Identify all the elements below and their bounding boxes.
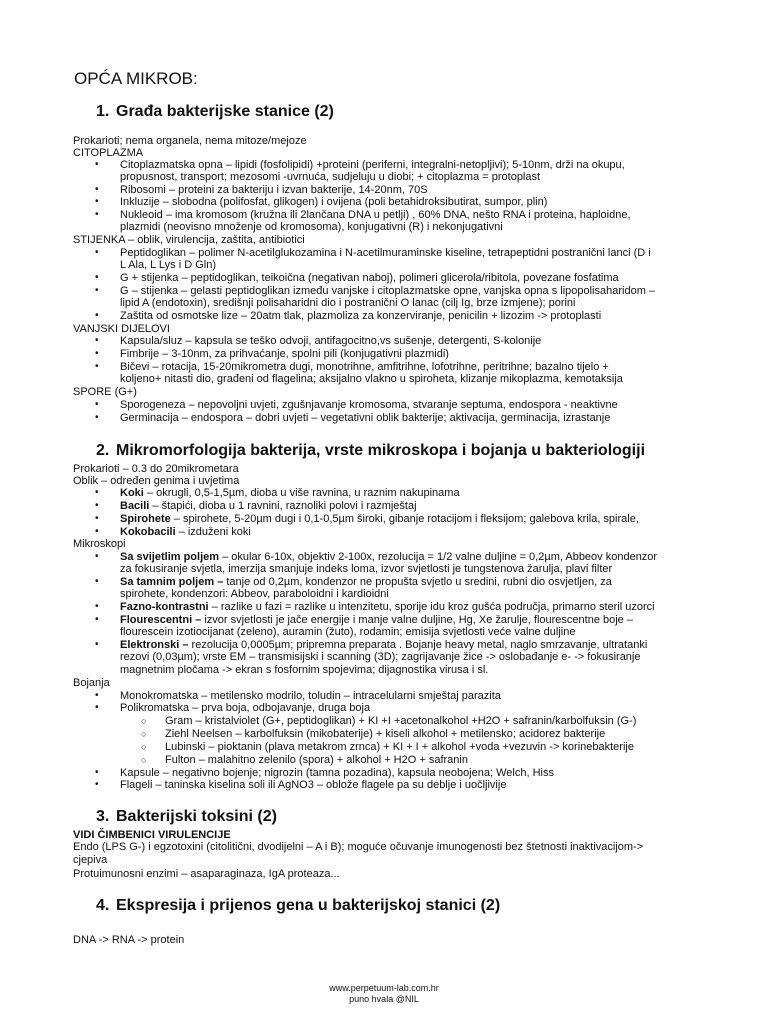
bullet: • [95, 487, 99, 498]
bullet: • [95, 614, 99, 625]
sub-bullet: ○ [141, 742, 147, 752]
s1-vanjski-label: VANJSKI DIJELOVI [73, 323, 170, 335]
s3-line3: cjepiva [73, 854, 108, 866]
list-item: G + stijenka – peptidoglikan, teikoična (negativan naboj), polimeri glicerola/ribitola, povezane fosfatima [120, 272, 619, 284]
bullet: • [95, 361, 99, 372]
bullet: • [95, 348, 99, 359]
list-item: Flourescentni – izvor svjetlosti je jače energije i manje valne duljine, Hg, Xe žarulje, flourescentne boje – [120, 614, 633, 626]
list-item: Spirohete – spirohete, 5-20µm dugi i 0,1-0,5µm široki, gibanje rotacijom i fleksijom; galebova krila, spirale, [120, 513, 639, 525]
bullet: • [95, 184, 99, 195]
list-item: Citoplazmatska opna – lipidi (fosfolipidi) +proteini (periferni, integralni-netopljivi); 5-10nm, drži na okupu, [120, 159, 625, 171]
list-item: Kapsula/sluz – kapsula se teško odvoji, antifagocitno,vs sušenje, detergenti, S-kolonije [120, 335, 542, 347]
list-item-cont: spirohete, kondenzori: Abbeov, paraboloidni i kardioidni [120, 588, 389, 600]
sub-list-item: Ziehl Neelsen – karbolfuksin (mikobaterije) + kiseli alkohol + metilensko; acidorez bakterije [165, 728, 606, 740]
s2-mikro-label: Mikroskopi [73, 538, 126, 550]
bullet: • [95, 159, 99, 170]
s3-line2: Endo (LPS G-) i egzotoxini (citolitični, dvodijelni – A i B); moguće očuvanje imunogenosti bez štetnosti inaktivacijom-> [73, 841, 644, 853]
list-item: Nukleoid – ima kromosom (kružna ili 2lančana DNA u petlji) , 60% DNA, nešto RNA i proteina, haploidne, [120, 209, 631, 221]
s1-citoplazma-label: CITOPLAZMA [73, 147, 144, 159]
list-item: Elektronski – rezolucija 0,0005µm; pripremna preparata . Bojanje heavy metal, naglo smrzavanje, ultratanki [120, 639, 648, 651]
s2-line1: Prokarioti – 0.3 do 20mikrometara [73, 463, 239, 475]
sub-bullet: ○ [141, 716, 147, 726]
section-1-heading: 1. Građa bakterijske stanice (2) [96, 103, 334, 120]
list-item: Fazno-kontrastni – razlike u fazi = razlike u intenzitetu, sporije idu kroz gušća područja, primarno steril uzorci [120, 601, 655, 613]
list-item-cont: propusnost, transport; mezosomi -uvrnuća, sudjeluju u diobi; + citoplazma = protoplast [120, 171, 541, 183]
bullet: • [95, 399, 99, 410]
s1-spore-label: SPORE (G+) [73, 386, 137, 398]
sub-bullet: ○ [141, 729, 147, 739]
list-item: Sporogeneza – nepovoljni uvjeti, zgušnjavanje kromosoma, stvaranje septuma, endospora - neaktivne [120, 399, 618, 411]
list-item-cont: koljeno+ nitasti dio, građeni od flagelina; aksijalno vlakno u spiroheta, klizanje mikoplazma, kemotaksija [120, 373, 623, 385]
bullet: • [95, 209, 99, 220]
sub-list-item: Fulton – malahitno zelenilo (spora) + alkohol + H2O + safranin [165, 754, 468, 766]
s1-stijenka-label: STIJENKA – oblik, virulencija, zaštita, antibiotici [73, 234, 305, 246]
bullet: • [95, 310, 99, 321]
list-item: Bacili – štapići, dioba u 1 ravnini, raznoliki polovi i razmještaj [120, 500, 417, 512]
sub-list-item: Lubinski – pioktanin (plava metakrom zrnca) + KI + I + alkohol +voda +vezuvin -> korinebakterije [165, 741, 634, 753]
bullet: • [95, 767, 99, 778]
sub-list-item: Gram – kristalviolet (G+, peptidoglikan) + KI +I +acetonalkohol +H2O + safranin/karbolfuksin (G-) [165, 715, 637, 727]
bullet: • [95, 779, 99, 790]
list-item: Flageli – taninska kiselina soli ili AgNO3 – oblože flagele pa su deblje i uočljivije [120, 779, 507, 791]
list-item: Bičevi – rotacija, 15-20mikrometra dugi, monotrihne, amfitrihne, lofotrihne, peritrihne; bazalno tijelo + [120, 361, 609, 373]
list-item: Kokobacili – izduženi koki [120, 526, 251, 538]
list-item-cont: flourescein izotiocijanat (zeleno), auramin (žuto), rodamin; emisija svjetlosti veće valne duljine [120, 626, 576, 638]
bullet: • [95, 335, 99, 346]
s2-line2: Oblik – određen genima i uvjetima [73, 475, 240, 487]
sub-bullet: ○ [141, 755, 147, 765]
list-item: Polikromatska – prva boja, odbojavanje, druga boja [120, 702, 371, 714]
list-item: Sa tamnim poljem – tanje od 0,2µm, kondenzor ne propušta svjetlo u sredini, rubni dio osvjetljen, za [120, 576, 612, 588]
section-4-heading: 4. Ekspresija i prijenos gena u bakterijskoj stanici (2) [96, 897, 501, 914]
bullet: • [95, 412, 99, 423]
list-item-cont: lipid A (endotoxin), središnji polisaharidni dio i postranični O lanac (cilj Ig, brze izmjene); porini [120, 297, 576, 309]
list-item: Inkluzije – slobodna (polifosfat, glikogen) i ovijena (poli betahidroksibutirat, sumpor, plin) [120, 196, 548, 208]
section-3-heading: 3. Bakterijski toksini (2) [96, 808, 277, 825]
list-item-cont: plazmidi (neovisno množenje od kromosoma), konjugativni (R) i nekonjugativni [120, 221, 503, 233]
bullet: • [95, 601, 99, 612]
list-item: Monokromatska – metilensko modrilo, toludin – intracelularni smještaj parazita [120, 690, 501, 702]
list-item-cont: za fokusiranje svjetla, imerzija smanjuje indeks loma, izvor svjetlosti je tungstenova žarulja, plavi filter [120, 563, 613, 575]
bullet: • [95, 690, 99, 701]
bullet: • [95, 551, 99, 562]
s4-line1: DNA -> RNA -> protein [73, 934, 185, 946]
footer-url: www.perpetuum-lab.com.hr [329, 983, 439, 993]
list-item: Ribosomi – proteini za bakteriju i izvan bakterije, 14-20nm, 70S [120, 184, 428, 196]
bullet: • [95, 247, 99, 258]
list-item-cont: L Ala, L Lys i D Gln) [120, 259, 216, 271]
bullet: • [95, 196, 99, 207]
s2-bojanja-label: Bojanja [73, 677, 110, 689]
s3-line4: Protuimunosni enzimi – asaparaginaza, IgA proteaza... [73, 868, 340, 880]
bullet: • [95, 513, 99, 524]
document-title: OPĆA MIKROB: [74, 69, 198, 88]
section-2-heading: 2. Mikromorfologija bakterija, vrste mikroskopa i bojanja u bakteriologiji [96, 442, 646, 459]
bullet: • [95, 500, 99, 511]
bullet: • [95, 526, 99, 537]
bullet: • [95, 639, 99, 650]
list-item: Fimbrije – 3-10nm, za prihvaćanje, spolni pili (konjugativni plazmidi) [120, 348, 449, 360]
bullet: • [95, 285, 99, 296]
s1-intro: Prokarioti; nema organela, nema mitoze/mejoze [73, 135, 307, 147]
bullet: • [95, 576, 99, 587]
s3-line1: VIDI ČIMBENICI VIRULENCIJE [73, 829, 231, 841]
list-item: Koki – okrugli, 0,5-1,5µm, dioba u više ravnina, u raznim nakupinama [120, 487, 460, 499]
list-item: Germinacija – endospora – dobri uvjeti – vegetativni oblik bakterije; aktivacija, germinacija, izrastanje [120, 412, 611, 424]
bullet: • [95, 272, 99, 283]
bullet: • [95, 702, 99, 713]
list-item: Sa svijetlim poljem – okular 6-10x, objektiv 2-100x, rezolucija = 1/2 valne duljine = 0,2µm, Abbeov kondenzor [120, 551, 658, 563]
list-item: Zaštita od osmotske lize – 20atm tlak, plazmoliza za konzerviranje, penicilin + lizozim -> protoplasti [120, 310, 602, 322]
list-item-cont: rezovi (0,03µm); vrste EM – transmisijski i scanning (3D); zagrijavanje žice -> oslobađanje e- -> fokusiranje [120, 651, 641, 663]
footer-credit: puno hvala @NIL [349, 994, 419, 1004]
list-item: Peptidoglikan – polimer N-acetilglukozamina i N-acetilmuraminske kiseline, tetrapeptidni postranični lanci (D i [120, 247, 651, 259]
list-item: G – stijenka – gelasti peptidoglikan između vanjske i citoplazmatske opne, vanjska opna s lipopolisaharidom – [120, 285, 656, 297]
list-item: Kapsule – negativno bojenje; nigrozin (tamna pozadina), kapsula neobojena; Welch, Hiss [120, 767, 554, 779]
list-item-cont: magnetnim pločama -> ekran s fosfornim spojevima; dijagnostika virusa i sl. [120, 664, 489, 676]
